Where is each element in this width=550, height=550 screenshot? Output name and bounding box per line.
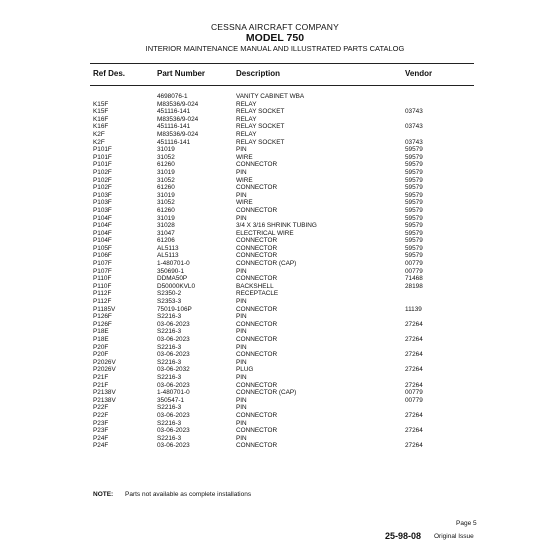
part-number: S2216-3	[157, 358, 182, 366]
vendor-code: 27264	[405, 366, 423, 374]
ref-designator: P22F	[93, 411, 109, 419]
table-row	[0, 237, 550, 245]
part-number: 4698076-1	[157, 93, 188, 100]
description: CONNECTOR	[236, 305, 278, 313]
description: CONNECTOR	[236, 336, 278, 343]
table-row	[0, 146, 550, 154]
table-row	[0, 252, 550, 260]
note-text: Parts not available as complete installations	[125, 491, 252, 498]
part-number: 61260	[157, 206, 175, 214]
table-header	[0, 69, 550, 83]
vendor-code: 59579	[405, 153, 423, 161]
vendor-code: 11139	[405, 305, 422, 313]
description: PIN	[236, 434, 247, 442]
ref-designator: P102F	[93, 168, 112, 176]
description: WIRE	[236, 176, 253, 184]
part-number: S2350-2	[157, 290, 182, 298]
table-row	[0, 351, 550, 359]
description: CONNECTOR	[236, 442, 278, 450]
ref-designator: P112F	[93, 298, 112, 306]
part-number: 31019	[157, 214, 175, 222]
vendor-code: 59579	[405, 184, 423, 192]
ref-designator: P2138V	[93, 389, 116, 397]
part-number: 451116-141	[157, 123, 191, 131]
ref-designator: P18E	[93, 336, 109, 343]
vendor-code: 03743	[405, 123, 423, 131]
ref-designator: P2138V	[93, 396, 116, 404]
ref-designator: P104F	[93, 237, 112, 245]
ref-designator: K15F	[93, 100, 109, 108]
part-number: DDMA50P	[157, 275, 188, 283]
ref-designator: P2026V	[93, 366, 116, 374]
table-row	[0, 275, 550, 283]
part-number: AL5113	[157, 252, 179, 260]
vendor-code: 28198	[405, 282, 423, 290]
vendor-code: 00779	[405, 389, 423, 397]
description: CONNECTOR	[236, 411, 278, 419]
description: PIN	[236, 373, 247, 381]
vendor-code: 59579	[405, 199, 423, 207]
part-number: S2216-3	[157, 313, 182, 321]
top-divider	[90, 63, 474, 64]
ref-designator: K16F	[93, 123, 109, 131]
part-number: 350547-1	[157, 396, 185, 404]
ref-designator: P20F	[93, 343, 109, 351]
table-row	[0, 442, 550, 450]
ref-designator: P23F	[93, 419, 109, 427]
description: WIRE	[236, 153, 253, 161]
table-row	[0, 184, 550, 192]
vendor-code: 59579	[405, 161, 423, 169]
description: CONNECTOR	[236, 252, 278, 260]
ref-designator: K16F	[93, 115, 109, 123]
part-number: 31028	[157, 222, 175, 230]
company-name: CESSNA AIRCRAFT COMPANY	[210, 22, 340, 32]
ref-designator: P107F	[93, 260, 112, 268]
description: PLUG	[236, 366, 254, 374]
description: PIN	[236, 267, 247, 275]
part-number: S2353-3	[157, 298, 182, 306]
vendor-code: 03743	[405, 108, 423, 116]
part-number: 03-06-2023	[157, 411, 190, 419]
part-number: 03-06-2023	[157, 351, 190, 359]
parts-table-body	[0, 93, 550, 450]
part-number: 1-480701-0	[157, 260, 190, 268]
table-row	[0, 420, 550, 428]
description: CONNECTOR	[236, 381, 278, 389]
part-number: M83536/9-024	[157, 115, 199, 123]
table-row	[0, 321, 550, 329]
table-row	[0, 154, 550, 162]
table-row	[0, 268, 550, 276]
description: PIN	[236, 396, 247, 404]
ref-designator: P102F	[93, 184, 112, 192]
ref-designator: P18E	[93, 328, 109, 336]
ref-designator: P107F	[93, 267, 112, 275]
vendor-code: 27264	[405, 427, 423, 435]
note-label: NOTE:	[93, 491, 114, 498]
ref-designator: P101F	[93, 146, 112, 154]
ref-designator: P20F	[93, 351, 109, 359]
vendor-code: 59579	[405, 206, 423, 214]
part-number: 31052	[157, 176, 175, 184]
description: CONNECTOR	[236, 184, 278, 192]
vendor-code: 00779	[405, 260, 423, 268]
vendor-code: 59579	[405, 244, 423, 252]
description: PIN	[236, 146, 247, 154]
ref-designator: P21F	[93, 373, 109, 381]
description: CONNECTOR	[236, 206, 278, 214]
description: CONNECTOR	[236, 351, 278, 359]
table-row	[0, 359, 550, 367]
part-number: S2216-3	[157, 434, 182, 442]
description: RELAY SOCKET	[236, 123, 285, 131]
table-row	[0, 177, 550, 185]
ref-designator: P101F	[93, 161, 112, 169]
part-number: 31019	[157, 191, 175, 199]
description: VANITY CABINET WBA	[236, 93, 305, 100]
vendor-code: 27264	[405, 411, 423, 419]
part-number: M83536/9-024	[157, 130, 199, 138]
table-row	[0, 412, 550, 420]
part-number: 03-06-2023	[157, 427, 190, 435]
vendor-code: 00779	[405, 396, 423, 404]
table-row	[0, 139, 550, 147]
table-row	[0, 131, 550, 139]
description: RELAY	[236, 100, 257, 108]
ref-designator: P103F	[93, 199, 112, 207]
part-number: S2216-3	[157, 404, 182, 412]
description: RELAY SOCKET	[236, 138, 285, 146]
description: RELAY	[236, 115, 257, 123]
part-number: M83536/9-024	[157, 100, 199, 108]
table-row	[0, 389, 550, 397]
description: WIRE	[236, 199, 253, 207]
table-row	[0, 199, 550, 207]
part-number: 451116-141	[157, 108, 191, 116]
table-row	[0, 207, 550, 215]
column-header-vendor: Vendor	[405, 69, 433, 78]
issue-status: Original Issue	[434, 533, 474, 540]
ref-designator: P103F	[93, 191, 112, 199]
part-number: 31052	[157, 199, 175, 207]
ref-designator: P101F	[93, 153, 112, 161]
ref-designator: P110F	[93, 282, 112, 290]
table-row	[0, 215, 550, 223]
table-row	[0, 435, 550, 443]
part-number: S2216-3	[157, 328, 182, 336]
table-row	[0, 108, 550, 116]
ref-designator: P2026V	[93, 358, 116, 366]
ref-designator: P126F	[93, 320, 112, 328]
part-number: 03-06-2023	[157, 442, 190, 450]
description: PIN	[236, 214, 247, 222]
table-row	[0, 123, 550, 131]
part-number: 31052	[157, 153, 175, 161]
table-row	[0, 382, 550, 390]
table-row	[0, 366, 550, 374]
ref-designator: P23F	[93, 427, 109, 435]
vendor-code: 00779	[405, 267, 423, 275]
part-number: 1-480701-0	[157, 389, 190, 397]
table-row	[0, 230, 550, 238]
ref-designator: K15F	[93, 108, 109, 116]
description: PIN	[236, 298, 247, 306]
chapter-number: 25-98-08	[385, 531, 422, 541]
description: CONNECTOR	[236, 275, 278, 283]
table-row	[0, 336, 550, 344]
ref-designator: K2F	[93, 130, 105, 138]
ref-designator: P22F	[93, 404, 109, 412]
part-number: 03-06-2023	[157, 336, 190, 343]
table-row	[0, 313, 550, 321]
vendor-code: 27264	[405, 336, 423, 343]
description: PIN	[236, 328, 247, 336]
table-row	[0, 306, 550, 314]
vendor-code: 59579	[405, 252, 423, 260]
part-number: 31019	[157, 168, 175, 176]
table-row	[0, 283, 550, 291]
table-row	[0, 245, 550, 253]
ref-designator: K2F	[93, 138, 105, 146]
part-number: 61260	[157, 161, 175, 169]
table-row	[0, 222, 550, 230]
table-row	[0, 290, 550, 298]
description: CONNECTOR	[236, 320, 278, 328]
description: RECEPTACLE	[236, 290, 279, 298]
header-divider	[90, 85, 474, 86]
vendor-code: 59579	[405, 146, 423, 154]
description: CONNECTOR (CAP)	[236, 389, 297, 397]
ref-designator: P24F	[93, 434, 109, 442]
part-number: 31019	[157, 146, 175, 154]
vendor-code: 27264	[405, 442, 423, 450]
vendor-code: 27264	[405, 320, 423, 328]
table-row	[0, 192, 550, 200]
vendor-code: 71468	[405, 275, 423, 283]
ref-designator: P1185V	[93, 305, 116, 313]
ref-designator: P126F	[93, 313, 112, 321]
document-header	[0, 22, 550, 54]
column-header-ref: Ref Des.	[93, 69, 126, 78]
model-title: MODEL 750	[245, 32, 305, 44]
table-row	[0, 374, 550, 382]
part-number: 75019-106P	[157, 305, 192, 313]
page-number: Page 5	[456, 520, 477, 527]
table-row	[0, 404, 550, 412]
vendor-code: 03743	[405, 138, 423, 146]
part-number: 03-06-2023	[157, 320, 190, 328]
part-number: 61206	[157, 237, 175, 245]
table-row	[0, 427, 550, 435]
description: PIN	[236, 313, 247, 321]
table-row	[0, 328, 550, 336]
ref-designator: P24F	[93, 442, 109, 450]
ref-designator: P104F	[93, 214, 112, 222]
vendor-code: 59579	[405, 237, 423, 245]
part-number: S2216-3	[157, 343, 182, 351]
table-row	[0, 344, 550, 352]
vendor-code: 27264	[405, 381, 423, 389]
description: CONNECTOR (CAP)	[236, 260, 297, 268]
part-number: 31047	[157, 229, 175, 237]
description: BACKSHELL	[236, 282, 274, 290]
description: CONNECTOR	[236, 161, 278, 169]
column-header-description: Description	[236, 69, 281, 78]
ref-designator: P104F	[93, 222, 112, 230]
ref-designator: P104F	[93, 229, 112, 237]
part-number: S2216-3	[157, 419, 182, 427]
ref-designator: P102F	[93, 176, 112, 184]
table-row	[0, 169, 550, 177]
part-number: 03-06-2032	[157, 366, 190, 374]
manual-title: INTERIOR MAINTENANCE MANUAL AND ILLUSTRATED PARTS CATALOG	[145, 44, 405, 53]
vendor-code: 59579	[405, 176, 423, 184]
table-row	[0, 116, 550, 124]
vendor-code: 27264	[405, 351, 423, 359]
table-row	[0, 260, 550, 268]
ref-designator: P103F	[93, 206, 112, 214]
description: PIN	[236, 343, 247, 351]
part-number: 03-06-2023	[157, 381, 190, 389]
part-number: 451116-141	[157, 138, 191, 146]
table-row	[0, 101, 550, 109]
ref-designator: P21F	[93, 381, 109, 389]
description: PIN	[236, 358, 247, 366]
description: PIN	[236, 404, 247, 412]
vendor-code: 59579	[405, 168, 423, 176]
description: RELAY SOCKET	[236, 108, 285, 116]
table-row	[0, 161, 550, 169]
ref-designator: P106F	[93, 252, 112, 260]
part-number: D50000KVL0	[157, 282, 196, 290]
description: CONNECTOR	[236, 244, 278, 252]
part-number: AL5113	[157, 244, 179, 252]
description: PIN	[236, 419, 247, 427]
note	[93, 491, 252, 498]
ref-designator: P112F	[93, 290, 112, 298]
description: CONNECTOR	[236, 237, 278, 245]
ref-designator: P110F	[93, 275, 112, 283]
description: CONNECTOR	[236, 427, 278, 435]
ref-designator: P105F	[93, 244, 112, 252]
description: PIN	[236, 168, 247, 176]
description: 3/4 X 3/16 SHRINK TUBING	[236, 222, 317, 230]
vendor-code: 59579	[405, 229, 423, 237]
table-row	[0, 93, 550, 101]
vendor-code: 59579	[405, 214, 423, 222]
description: RELAY	[236, 130, 257, 138]
vendor-code: 59579	[405, 222, 423, 230]
part-number: 61260	[157, 184, 175, 192]
table-row	[0, 298, 550, 306]
table-row	[0, 397, 550, 405]
description: PIN	[236, 191, 247, 199]
part-number: 350690-1	[157, 267, 185, 275]
vendor-code: 59579	[405, 191, 423, 199]
column-header-part: Part Number	[157, 69, 206, 78]
description: ELECTRICAL WIRE	[236, 229, 294, 237]
part-number: S2216-3	[157, 373, 182, 381]
